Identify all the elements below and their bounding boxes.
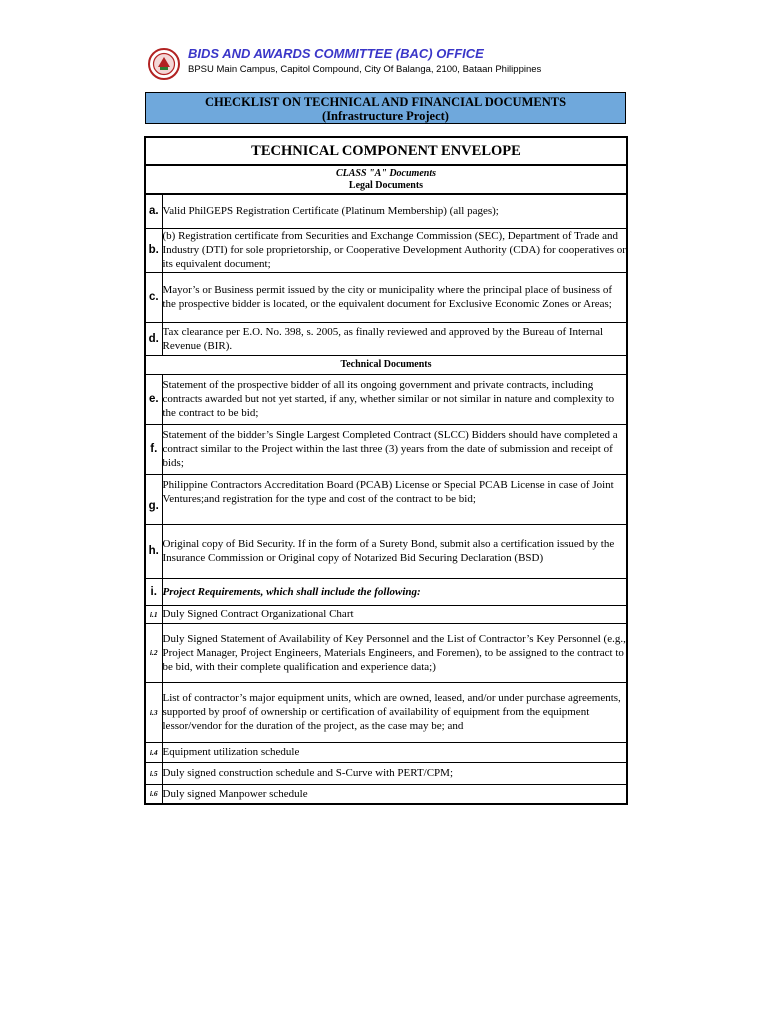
table-row (145, 742, 627, 762)
item-letter: c. (145, 272, 162, 322)
item-text: Duly Signed Statement of Availability of Key Personnel and the List of Contractor’s Key Personnel (e.g., Project Manager, Project Engineers, Materials Engineers, and Foremen), to be assigned to the contract to be bid, with their complete qualification and experience data;) (162, 623, 627, 682)
table-row (145, 272, 627, 322)
item-letter: a. (145, 194, 162, 228)
item-text: (b) Registration certificate from Securities and Exchange Commission (SEC), Department of Trade and Industry (DTI) for sole proprietorship, or Cooperative Development Authority (CDA) for cooperatives or its equivalent document; (162, 230, 626, 270)
item-letter: i. (145, 578, 162, 605)
item-letter: d. (145, 322, 162, 355)
item-text: Philippine Contractors Accreditation Board (PCAB) License or Special PCAB License in case of Joint Ventures;and registration for the type and cost of the contract to be bid; (162, 474, 627, 524)
item-text: Statement of the bidder’s Single Largest Completed Contract (SLCC) Bidders should have completed a contract similar to the Project within the last three (3) years from the date of submission and receipt of bids; (162, 424, 627, 474)
requirements-heading: Project Requirements, which shall include the following: (162, 578, 627, 605)
table-row (145, 605, 627, 623)
table-row (145, 194, 627, 228)
item-text: Duly signed construction schedule and S-Curve with PERT/CPM; (162, 762, 627, 784)
item-text: Duly Signed Contract Organizational Chart (162, 605, 627, 623)
item-letter: b. (145, 228, 162, 272)
item-letter: i.4 (145, 742, 162, 762)
item-text: Statement of the prospective bidder of all its ongoing government and private contracts, including contracts awarded but not yet started, if any, whether similar or not similar in nature and complexity to the contract to be bid; (162, 374, 627, 424)
technical-subhead-row (145, 355, 627, 374)
item-letter: i.1 (145, 605, 162, 623)
letterhead (148, 44, 628, 84)
item-letter: i.6 (145, 784, 162, 804)
item-text: List of contractor’s major equipment units, which are owned, leased, and/or under purchase agreements, supported by proof of ownership or certification of availability of equipment from the equipment lessor/vendor for the duration of the project, as the case may be; and (162, 682, 627, 742)
university-seal-icon (148, 48, 180, 80)
org-address: BPSU Main Campus, Capitol Compound, City Of Balanga, 2100, Bataan Philippines (188, 64, 542, 75)
item-letter: i.5 (145, 762, 162, 784)
item-text: Tax clearance per E.O. No. 398, s. 2005, as finally reviewed and approved by the Bureau of Internal Revenue (BIR). (162, 322, 627, 355)
table-row (145, 762, 627, 784)
table-row (145, 424, 627, 474)
item-text: Equipment utilization schedule (162, 742, 627, 762)
table-row (145, 524, 627, 578)
item-text: Valid PhilGEPS Registration Certificate (Platinum Membership) (all pages); (162, 194, 627, 228)
table-row (145, 578, 627, 605)
table-row (145, 474, 627, 524)
item-text: Mayor’s or Business permit issued by the city or municipality where the principal place of business of the prospective bidder is located, or the equivalent document for Exclusive Economic Zones or Areas; (162, 272, 627, 322)
item-letter: i.2 (145, 623, 162, 682)
class-label: CLASS "A" Documents (335, 167, 436, 179)
org-name: BIDS AND AWARDS COMMITTEE (BAC) OFFICE (188, 46, 484, 61)
table-row (145, 322, 627, 355)
section-title-row (145, 137, 627, 165)
item-text: Original copy of Bid Security. If in the form of a Surety Bond, submit also a certification issued by the Insurance Commission or Original copy of Notarized Bid Securing Declaration (BSD) (162, 524, 627, 578)
item-letter: g. (145, 474, 162, 524)
legal-label: Legal Documents (348, 179, 424, 191)
section-title: TECHNICAL COMPONENT ENVELOPE (145, 137, 627, 165)
class-head (145, 165, 627, 194)
checklist-banner (145, 92, 626, 124)
banner-subtitle: (Infrastructure Project) (322, 109, 449, 123)
table-row (145, 374, 627, 424)
class-head-row (145, 165, 627, 194)
item-text: Duly signed Manpower schedule (162, 784, 627, 804)
item-letter: e. (145, 374, 162, 424)
table-row (145, 228, 627, 272)
table-row (145, 623, 627, 682)
checklist-table (144, 136, 628, 805)
item-letter: f. (145, 424, 162, 474)
item-letter: i.3 (145, 682, 162, 742)
table-row (145, 784, 627, 804)
banner-title: CHECKLIST ON TECHNICAL AND FINANCIAL DOCUMENTS (204, 95, 567, 109)
table-row (145, 682, 627, 742)
technical-label: Technical Documents (145, 355, 627, 374)
item-letter: h. (145, 524, 162, 578)
